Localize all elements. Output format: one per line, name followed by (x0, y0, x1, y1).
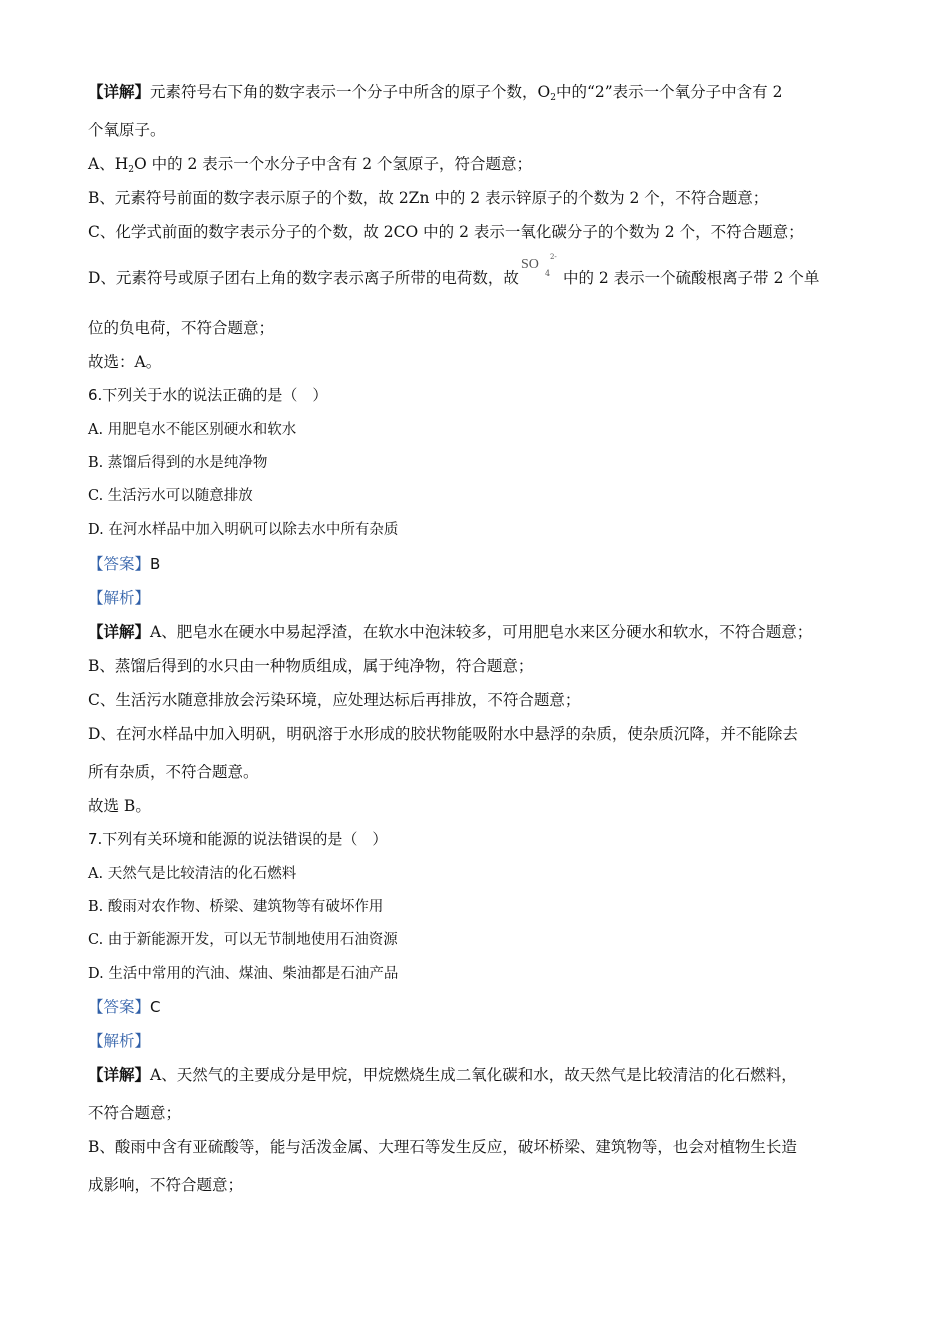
q7-detail-a (88, 1063, 797, 1085)
q6-option-a: A. 用肥皂水不能区别硬水和软水 (88, 422, 297, 438)
q5-detail-line-2: 个氧原子。 (88, 121, 166, 139)
text: 中的“2”表示一个氧分子中含有 2 (555, 83, 783, 101)
q5-detail-option-c: C、化学式前面的数字表示分子的个数，故 2CO 中的 2 表示一氧化碳分子的个数为 2 个，不符合题意； (88, 223, 804, 241)
q7-option-b: B. 酸雨对农作物、桥梁、建筑物等有破坏作用 (88, 899, 384, 915)
answer-label: 【答案】 (88, 555, 151, 573)
formula-base: SO (520, 257, 539, 272)
answer-label: 【答案】 (88, 998, 151, 1016)
q7-option-a: A. 天然气是比较清洁的化石燃料 (88, 866, 297, 882)
answer-value: C (150, 998, 161, 1016)
q7-detail-b-cont: 成影响，不符合题意； (88, 1176, 244, 1194)
formula-subscript: 4 (544, 269, 551, 278)
detail-tag: 【详解】 (88, 1065, 151, 1084)
q6-detail-b: B、蒸馏后得到的水只由一种物质组成，属于纯净物，符合题意； (88, 657, 534, 675)
q6-option-d: D. 在河水样品中加入明矾可以除去水中所有杂质 (88, 522, 399, 538)
answer-value: B (150, 555, 161, 573)
subscript: 2 (550, 93, 556, 103)
text: 中的 2 表示一个硫酸根离子带 2 个单 (562, 269, 820, 287)
q5-conclusion: 故选：A。 (88, 353, 162, 371)
subscript: 2 (128, 165, 134, 175)
q5-detail-option-d-cont: 位的负电荷，不符合题意； (88, 319, 275, 337)
q6-option-b: B. 蒸馏后得到的水是纯净物 (88, 455, 268, 471)
q7-analysis-label: 【解析】 (88, 1032, 151, 1050)
q7-option-d: D. 生活中常用的汽油、煤油、柴油都是石油产品 (88, 966, 399, 982)
detail-tag: 【详解】 (88, 622, 151, 641)
q5-detail-option-a (88, 152, 532, 175)
q5-detail-option-b: B、元素符号前面的数字表示原子的个数，故 2Zn 中的 2 表示锌原子的个数为 2 个，不符合题意； (88, 189, 769, 207)
q6-detail-d-cont: 所有杂质，不符合题意。 (88, 763, 259, 781)
q6-detail-d: D、在河水样品中加入明矾，明矾溶于水形成的胶状物能吸附水中悬浮的杂质，使杂质沉降，并不能除去 (88, 725, 798, 743)
q7-detail-a-cont: 不符合题意； (88, 1104, 182, 1122)
q6-stem: 6.下列关于水的说法正确的是（ ） (88, 386, 328, 404)
text: O 中的 2 表示一个水分子中含有 2 个氢原子，符合题意； (133, 155, 533, 173)
text: A、肥皂水在硬水中易起浮渣，在软水中泡沫较多，可用肥皂水来区分硬水和软水，不符合题意； (150, 623, 813, 641)
q6-option-c: C. 生活污水可以随意排放 (88, 488, 253, 504)
q7-answer (88, 995, 161, 1017)
q6-answer (88, 552, 160, 574)
detail-tag: 【详解】 (88, 82, 151, 101)
text: 元素符号右下角的数字表示一个分子中所含的原子个数，O (150, 83, 551, 101)
text: A、天然气的主要成分是甲烷，甲烷燃烧生成二氧化碳和水，故天然气是比较清洁的化石燃料， (150, 1066, 797, 1084)
q6-analysis-label: 【解析】 (88, 589, 151, 607)
q5-detail-option-d (88, 253, 820, 288)
sulfate-formula (520, 253, 561, 285)
text: A、H (88, 155, 129, 173)
q7-detail-b: B、酸雨中含有亚硫酸等，能与活泼金属、大理石等发生反应，破坏桥梁、建筑物等，也会对植物生长造 (88, 1138, 797, 1156)
text: D、元素符号或原子团右上角的数字表示离子所带的电荷数，故 (88, 269, 519, 287)
q7-stem: 7.下列有关环境和能源的说法错误的是（ ） (88, 830, 388, 848)
q5-detail-line-1 (88, 80, 782, 103)
q6-detail-a (88, 620, 812, 642)
formula-charge: 2- (549, 253, 557, 261)
q6-conclusion: 故选 B。 (88, 797, 151, 815)
q7-option-c: C. 由于新能源开发，可以无节制地使用石油资源 (88, 932, 398, 948)
q6-detail-c: C、生活污水随意排放会污染环境，应处理达标后再排放，不符合题意； (88, 691, 581, 709)
